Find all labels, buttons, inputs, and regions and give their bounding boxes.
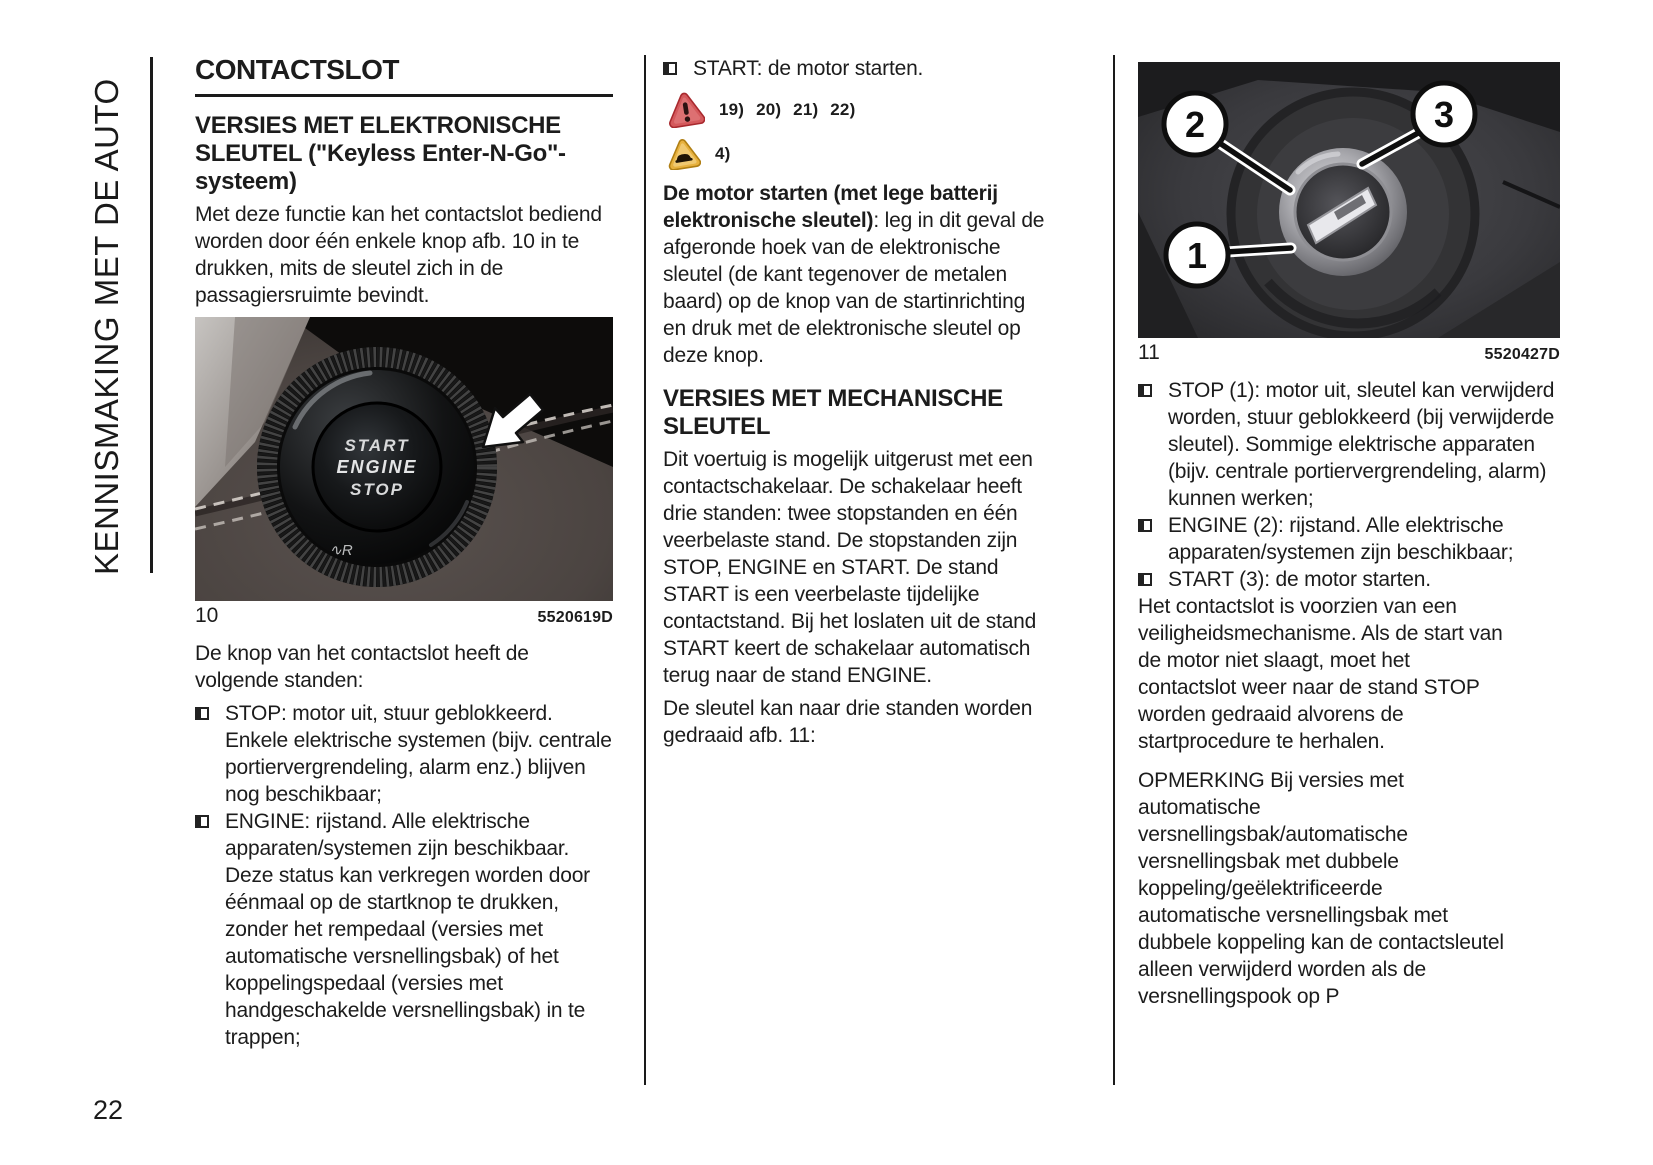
section-sidebar-label: KENNISMAKING MET DE AUTO bbox=[88, 78, 125, 575]
column-divider bbox=[644, 55, 646, 1085]
callout-2-number: 2 bbox=[1184, 104, 1206, 145]
paragraph-mechanical-1: Dit voertuig is mogelijk uitgerust met een contactschakelaar. De schakelaar heeft drie standen: twee stopstanden en één veerbelaste stand. De stopstanden zijn STOP, ENGINE en START. De stand START is een veerbelaste tijdelijke contactstand. Bij het loslaten uit de stand START keert de schakelaar automatisch terug naar de stand ENGINE. bbox=[663, 448, 1037, 687]
paragraph-states-intro: De knop van het contactslot heeft de volgende standen: bbox=[195, 642, 529, 692]
figure-start-button-photo bbox=[195, 317, 613, 601]
square-bullet-icon bbox=[1138, 384, 1152, 397]
list-item-text: ENGINE: rijstand. Alle elektrische apparaten/systemen zijn beschikbaar. Deze status kan verkregen worden door éénmaal op de startknop te drukken, zonder het rempedaal (versies met automatische versnellingsbak) of het koppelingspedaal (versies met handgeschakelde versnellingsbak) in te trappen; bbox=[225, 810, 590, 1049]
caution-note-refs: 4) bbox=[715, 144, 731, 163]
paragraph-intro: Met deze functie kan het contactslot bediend worden door één enkele knop afb. 10 in te drukken, mits de sleutel zich in de passagiersruimte bevindt. bbox=[195, 203, 602, 307]
list-item-text: STOP (1): motor uit, sleutel kan verwijderd worden, stuur geblokkeerd (bij verwijderde sleutel). Sommige elektrische apparaten (bijv. centrale portiervergrendeling, alarm) kunnen werken; bbox=[1168, 379, 1555, 510]
list-item-text: START (3): de motor starten. bbox=[1168, 568, 1431, 591]
paragraph-note: OPMERKING Bij versies met automatische versnellingsbak/automatische versnellingsbak met dubbele koppeling/geëlektrificeerde automatische versnellingsbak met dubbele koppeling kan de contactsleutel alleen verwijderd worden als de versnellingspook op P bbox=[1138, 769, 1504, 1008]
paragraph-lead-rest: : leg in dit geval de afgeronde hoek van de elektronische sleutel (de kant tegenover de metalen baard) op de knop van de startinrichting en druk met de elektronische sleutel op deze knop. bbox=[663, 209, 1045, 367]
figure11-number: 11 bbox=[1138, 341, 1160, 364]
warning-refs-row bbox=[665, 92, 1053, 128]
ignition-lock-illustration bbox=[1138, 62, 1560, 338]
button-logo-mark: ∿R bbox=[329, 542, 353, 559]
start-button-illustration bbox=[195, 317, 613, 601]
warning-triangle-icon bbox=[665, 92, 705, 128]
page-title: CONTACTSLOT bbox=[195, 55, 613, 97]
callout-3-number: 3 bbox=[1433, 94, 1455, 135]
square-bullet-icon bbox=[195, 815, 209, 828]
warning-note-refs: 19) 20) 21) 22) bbox=[719, 100, 856, 119]
paragraph-dead-key-start bbox=[663, 180, 1053, 369]
figure11-caption bbox=[1138, 341, 1560, 365]
list-item-engine bbox=[195, 808, 613, 1051]
square-bullet-icon bbox=[1138, 519, 1152, 532]
list-item-text: START: de motor starten. bbox=[693, 57, 924, 80]
button-label-stop: STOP bbox=[350, 480, 404, 499]
caution-refs-row bbox=[665, 138, 1053, 170]
paragraph-lead-bold: De motor starten (met lege batterij elektronische sleutel) bbox=[663, 182, 998, 232]
page-number: 22 bbox=[93, 1095, 124, 1125]
square-bullet-icon bbox=[1138, 573, 1152, 586]
heading-mechanical-key: VERSIES MET MECHANISCHE SLEUTEL bbox=[663, 385, 1003, 440]
figure11-code: 5520427D bbox=[1484, 346, 1560, 363]
button-label-start: START bbox=[344, 436, 410, 455]
column-divider bbox=[1113, 55, 1115, 1085]
paragraph-mechanical-2: De sleutel kan naar drie standen worden gedraaid afb. 11: bbox=[663, 697, 1033, 747]
list-item-text: STOP: motor uit, stuur geblokkeerd. Enkele elektrische systemen (bijv. centrale portiervergrendeling, alarm enz.) blijven nog beschikbaar; bbox=[225, 702, 612, 806]
list-item-start bbox=[663, 55, 1053, 82]
square-bullet-icon bbox=[195, 707, 209, 720]
figure10-number: 10 bbox=[195, 604, 219, 627]
column-electronic-key bbox=[195, 55, 613, 1051]
list-item-start-3 bbox=[1138, 566, 1560, 593]
button-label-engine: ENGINE bbox=[336, 457, 418, 477]
figure-ignition-lock-photo bbox=[1138, 62, 1560, 338]
list-item-text: ENGINE (2): rijstand. Alle elektrische apparaten/systemen zijn beschikbaar; bbox=[1168, 514, 1514, 564]
sidebar-rule bbox=[150, 57, 153, 573]
figure10-code: 5520619D bbox=[537, 609, 613, 626]
column-starting bbox=[663, 55, 1053, 755]
callout-1-number: 1 bbox=[1186, 235, 1208, 276]
figure10-caption bbox=[195, 604, 613, 628]
list-item-stop-1 bbox=[1138, 377, 1560, 512]
heading-electronic-key: VERSIES MET ELEKTRONISCHE SLEUTEL ("Keyless Enter-N-Go"-systeem) bbox=[195, 112, 566, 195]
paragraph-safety-mechanism: Het contactslot is voorzien van een veiligheidsmechanisme. Als de start van de motor niet slaagt, moet het contactslot weer naar de stand STOP worden gedraaid alvorens de startprocedure te herhalen. bbox=[1138, 595, 1503, 753]
column-key-positions bbox=[1138, 62, 1560, 1016]
list-item-stop bbox=[195, 700, 613, 808]
square-bullet-icon bbox=[663, 62, 677, 75]
list-item-engine-2 bbox=[1138, 512, 1560, 566]
caution-vehicle-triangle-icon bbox=[665, 138, 701, 170]
